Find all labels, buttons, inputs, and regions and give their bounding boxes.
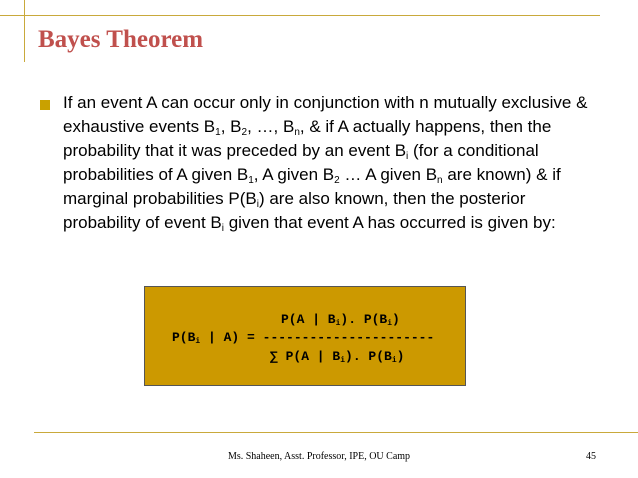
top-rule [0, 15, 600, 16]
bayes-formula-box [144, 286, 466, 386]
square-bullet-icon [40, 100, 50, 110]
formula-denominator: ∑ P(A | $B_i$). $P(B_i)$ [270, 349, 405, 365]
left-vertical-rule [24, 0, 25, 62]
bottom-rule [34, 432, 638, 433]
slide-title: Bayes Theorem [38, 26, 204, 53]
page-number: 45 [586, 451, 596, 462]
footer-text: Ms. Shaheen, Asst. Professor, IPE, OU Camp [227, 451, 411, 462]
bullet-text: If an event A can occur only in conjunction with n mutually exclusive & exhaustive events $B_1$, $B_2$, …, $B_n$, & if A actually happens, then the probability that it was preceded by an event $B_i$ (for a conditional probabilities of A given $B_1$, A given $B_2$ … A given $B_n$ are known) & if marginal probabilities $P(B_i)$ are also known, then the posterior probability of event $B_i$ given that event A has occurred is given by: [63, 93, 588, 234]
formula-lhs-and-fraction-bar: $P(B_i$ | A) = ---------------------- [172, 330, 435, 346]
formula-numerator: P(A | $B_i$). $P(B_i)$ [281, 312, 400, 328]
